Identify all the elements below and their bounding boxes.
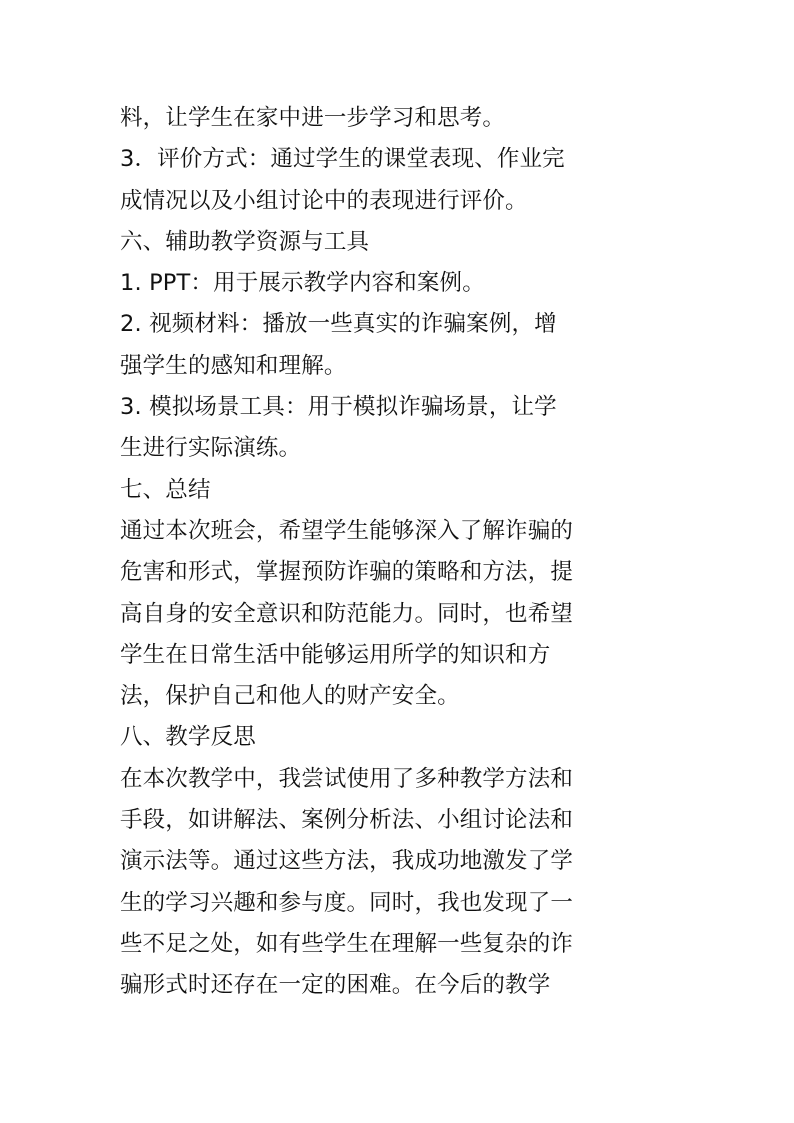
text-line: 强学生的感知和理解。 <box>120 352 347 379</box>
list-item: 2. 视频材料：播放一些真实的诈骗案例，增 <box>120 311 557 338</box>
text-line: 危害和形式，掌握预防诈骗的策略和方法，提 <box>120 559 574 586</box>
list-item: 1. PPT：用于展示教学内容和案例。 <box>120 270 485 297</box>
text-line: 3．评价方式：通过学生的课堂表现、作业完 <box>120 146 565 173</box>
text-line: 法，保护自己和他人的财产安全。 <box>120 683 460 710</box>
text-line: 成情况以及小组讨论中的表现进行评价。 <box>120 187 528 214</box>
section-heading: 八、教学反思 <box>120 724 256 751</box>
section-heading: 六、辅助教学资源与工具 <box>120 228 370 255</box>
text-line: 通过本次班会，希望学生能够深入了解诈骗的 <box>120 517 574 544</box>
text-line: 骗形式时还存在一定的困难。在今后的教学 <box>120 972 551 999</box>
text-line: 手段，如讲解法、案例分析法、小组讨论法和 <box>120 807 574 834</box>
text-line: 些不足之处，如有些学生在理解一些复杂的诈 <box>120 930 574 957</box>
text-line: 生进行实际演练。 <box>120 435 302 462</box>
text-line: 演示法等。通过这些方法，我成功地激发了学 <box>120 848 574 875</box>
section-heading: 七、总结 <box>120 476 211 503</box>
text-line: 学生在日常生活中能够运用所学的知识和方 <box>120 641 551 668</box>
text-line: 高自身的安全意识和防范能力。同时，也希望 <box>120 600 574 627</box>
document-page <box>120 98 720 1007</box>
list-item: 3. 模拟场景工具：用于模拟诈骗场景，让学 <box>120 394 557 421</box>
text-line: 生的学习兴趣和参与度。同时，我也发现了一 <box>120 889 574 916</box>
text-line: 在本次教学中，我尝试使用了多种教学方法和 <box>120 765 574 792</box>
text-line: 料，让学生在家中进一步学习和思考。 <box>120 105 506 131</box>
